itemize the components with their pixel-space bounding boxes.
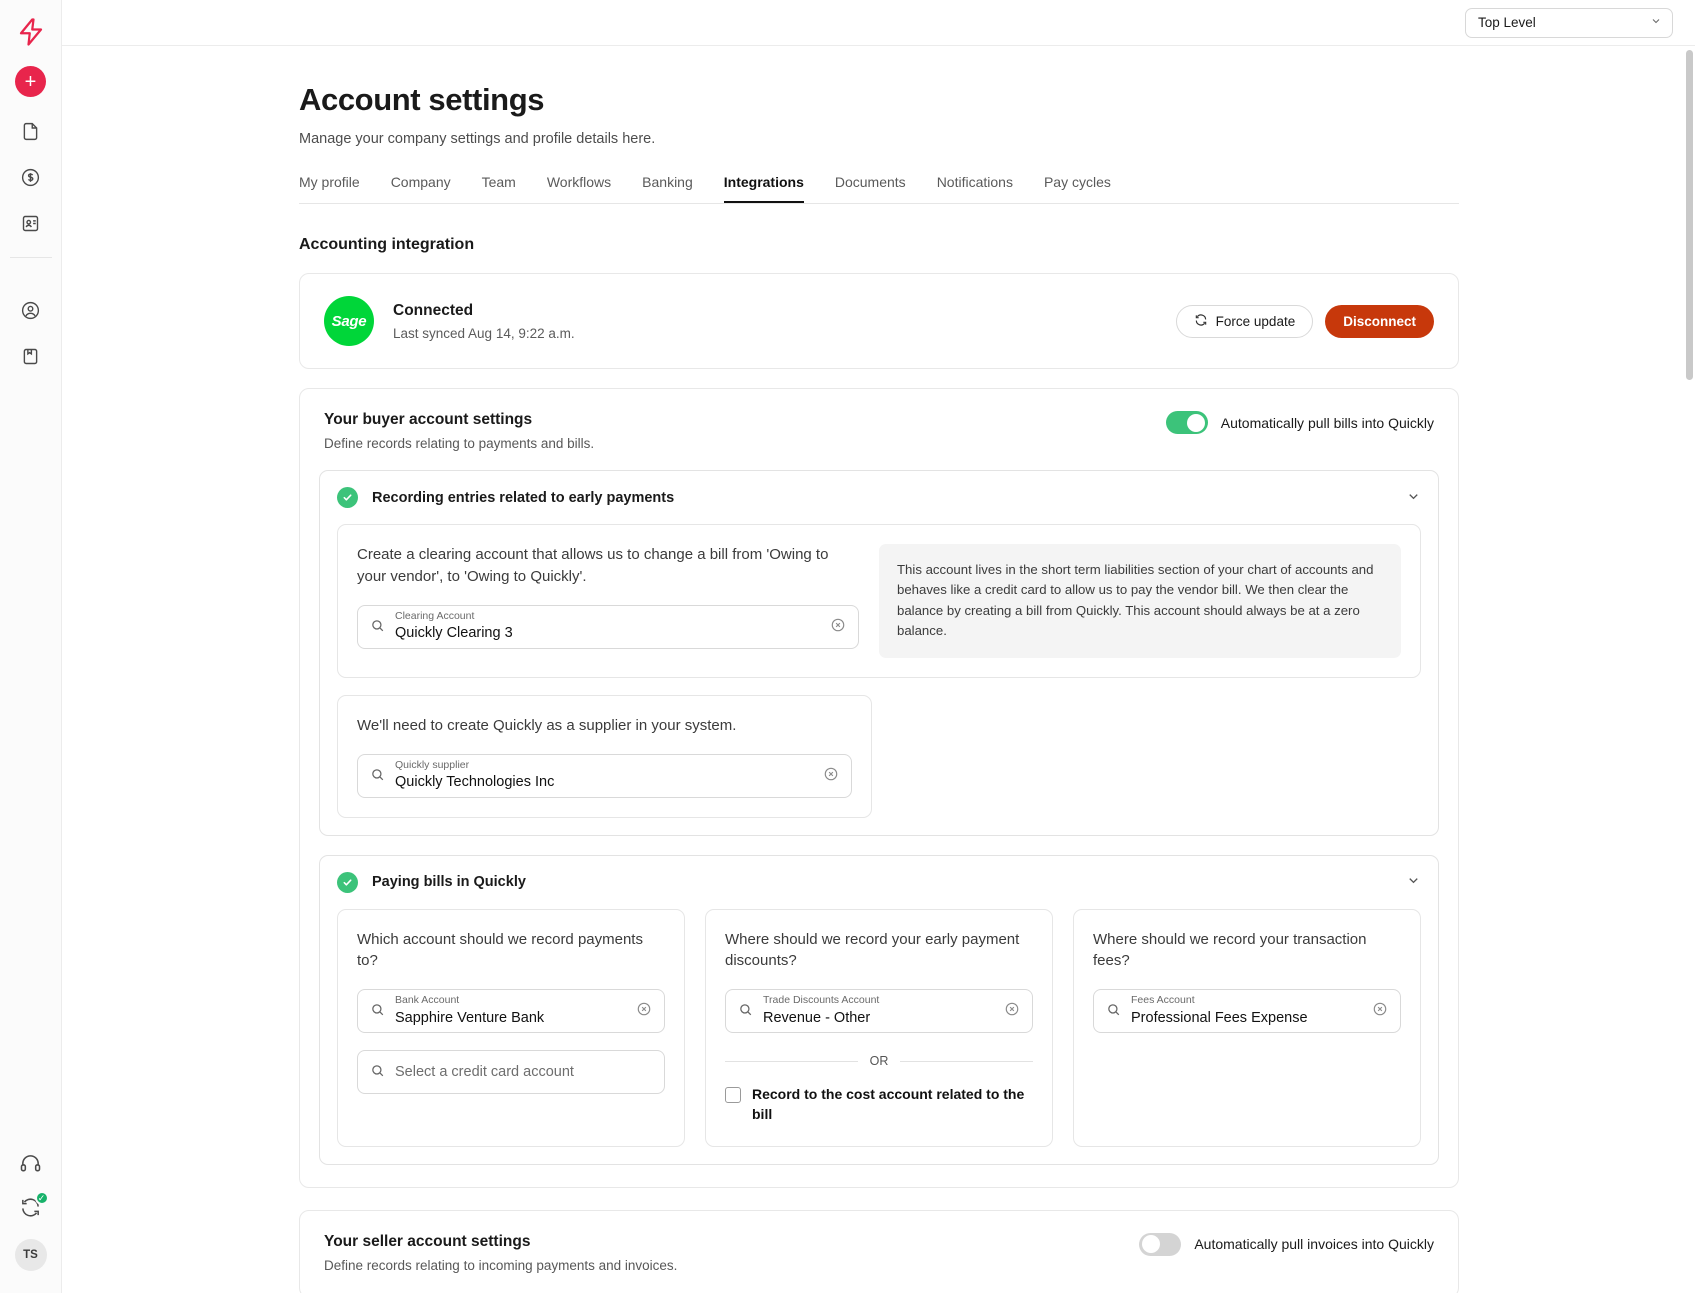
sage-logo-icon: Sage bbox=[324, 296, 374, 346]
clearing-account-note: This account lives in the short term liabilities section of your chart of accounts and behaves like a credit card to allow us to pay the vendor bill. We then clear the balance by creating a bill from Quickly. This account should always be at a zero balance. bbox=[879, 544, 1401, 658]
search-icon bbox=[370, 767, 385, 785]
top-bar bbox=[62, 0, 1695, 46]
inbox-icon[interactable] bbox=[19, 344, 43, 368]
toggle-auto-pull-invoices[interactable] bbox=[1139, 1233, 1181, 1256]
main-content bbox=[62, 46, 1695, 1293]
tab-company[interactable]: Company bbox=[390, 174, 451, 190]
rail-bottom-group bbox=[15, 1151, 47, 1293]
seller-settings-title: Your seller account settings bbox=[324, 1232, 531, 1250]
fees-prompt: Where should we record your transaction fees? bbox=[1093, 930, 1367, 970]
quickly-supplier-field[interactable] bbox=[357, 754, 852, 798]
toggle-knob bbox=[1187, 414, 1205, 432]
app-logo-icon[interactable] bbox=[13, 14, 49, 50]
create-new-button[interactable] bbox=[15, 66, 46, 97]
clear-icon[interactable] bbox=[636, 1001, 652, 1021]
chevron-down-icon[interactable] bbox=[1406, 873, 1421, 891]
toggle-auto-pull-invoices-label: Automatically pull invoices into Quickly bbox=[1194, 1236, 1434, 1253]
paying-bills-section bbox=[319, 855, 1439, 1165]
page-subtitle: Manage your company settings and profile details here. bbox=[299, 131, 656, 147]
record-to-cost-account-label: Record to the cost account related to the bill bbox=[752, 1086, 1025, 1122]
page-title: Account settings bbox=[299, 82, 545, 117]
tab-my-profile[interactable]: My profile bbox=[299, 174, 360, 190]
force-update-label: Force update bbox=[1215, 313, 1296, 329]
fees-account-value: Professional Fees Expense bbox=[1131, 1009, 1308, 1026]
fees-account-label: Fees Account bbox=[1131, 994, 1195, 1007]
avatar[interactable]: TS bbox=[15, 1239, 47, 1271]
connection-card bbox=[299, 273, 1459, 369]
tab-banking[interactable]: Banking bbox=[642, 174, 693, 190]
or-label: OR bbox=[869, 1054, 889, 1069]
record-to-cost-account-row[interactable] bbox=[725, 1085, 1033, 1124]
trade-discounts-account-label: Trade Discounts Account bbox=[763, 994, 880, 1007]
section-title-accounting-integration: Accounting integration bbox=[299, 236, 475, 253]
early-payments-header[interactable] bbox=[320, 471, 1438, 524]
sync-status-badge: ✓ bbox=[35, 1191, 49, 1205]
headset-icon[interactable] bbox=[19, 1151, 43, 1175]
rail-icon-group-secondary bbox=[19, 298, 43, 368]
tab-documents[interactable]: Documents bbox=[834, 174, 906, 190]
clearing-account-field[interactable] bbox=[357, 605, 859, 649]
buyer-account-settings-card bbox=[299, 388, 1459, 1188]
contact-card-icon[interactable] bbox=[19, 211, 43, 235]
clearing-account-box bbox=[337, 524, 1421, 678]
clock-dollar-icon[interactable] bbox=[19, 165, 43, 189]
supplier-prompt: We'll need to create Quickly as a supplier in your system. bbox=[357, 716, 737, 734]
payments-account-column bbox=[337, 909, 685, 1147]
record-to-cost-account-checkbox[interactable] bbox=[725, 1087, 741, 1103]
search-icon bbox=[370, 1063, 385, 1081]
search-icon bbox=[370, 1002, 385, 1020]
check-circle-icon bbox=[337, 487, 358, 508]
seller-settings-subtitle: Define records relating to incoming payments and invoices. bbox=[324, 1257, 678, 1273]
tab-pay-cycles[interactable]: Pay cycles bbox=[1043, 174, 1111, 190]
seller-account-settings-card bbox=[299, 1210, 1459, 1293]
bank-account-field[interactable] bbox=[357, 989, 665, 1033]
refresh-icon bbox=[1194, 313, 1208, 330]
quickly-supplier-box bbox=[337, 695, 872, 818]
force-update-button[interactable] bbox=[1176, 305, 1314, 338]
quickly-supplier-value: Quickly Technologies Inc bbox=[395, 774, 555, 791]
clear-icon[interactable] bbox=[823, 766, 839, 786]
search-icon bbox=[370, 618, 385, 636]
top-level-select[interactable] bbox=[1465, 8, 1673, 38]
clearing-account-label: Clearing Account bbox=[395, 609, 475, 622]
bank-account-value: Sapphire Venture Bank bbox=[395, 1009, 545, 1026]
toggle-knob bbox=[1142, 1235, 1160, 1253]
left-nav-rail bbox=[0, 0, 62, 1293]
buyer-settings-subtitle: Define records relating to payments and bills. bbox=[324, 436, 595, 451]
search-icon bbox=[738, 1002, 753, 1020]
scrollbar-thumb[interactable] bbox=[1686, 50, 1693, 380]
user-circle-icon[interactable] bbox=[19, 298, 43, 322]
disconnect-button[interactable]: Disconnect bbox=[1325, 305, 1434, 338]
trade-discounts-account-field[interactable] bbox=[725, 989, 1033, 1033]
check-circle-icon bbox=[337, 872, 358, 893]
document-icon[interactable] bbox=[19, 119, 43, 143]
or-divider bbox=[725, 1054, 1033, 1068]
clear-icon[interactable] bbox=[1372, 1001, 1388, 1021]
discounts-prompt: Where should we record your early payment discounts? bbox=[725, 930, 1020, 970]
credit-card-account-field[interactable] bbox=[357, 1050, 665, 1094]
early-payments-section bbox=[319, 470, 1439, 836]
credit-card-account-placeholder: Select a credit card account bbox=[395, 1064, 574, 1081]
top-level-select-value: Top Level bbox=[1478, 15, 1536, 30]
rail-icon-group-primary bbox=[19, 119, 43, 235]
bank-account-label: Bank Account bbox=[395, 994, 460, 1007]
or-divider-line-left bbox=[725, 1061, 858, 1062]
toggle-auto-pull-bills[interactable] bbox=[1166, 411, 1208, 434]
sync-icon[interactable] bbox=[19, 1192, 46, 1219]
tab-integrations[interactable]: Integrations bbox=[724, 174, 804, 203]
early-payments-title: Recording entries related to early payments bbox=[372, 489, 675, 506]
tab-team[interactable]: Team bbox=[481, 174, 516, 190]
chevron-down-icon bbox=[1650, 15, 1662, 30]
toggle-auto-pull-bills-label: Automatically pull bills into Quickly bbox=[1220, 414, 1434, 431]
clearing-account-value: Quickly Clearing 3 bbox=[395, 625, 513, 642]
or-divider-line-right bbox=[900, 1061, 1033, 1062]
buyer-settings-title: Your buyer account settings bbox=[324, 411, 533, 428]
payments-account-prompt: Which account should we record payments to? bbox=[357, 930, 643, 970]
settings-tabs bbox=[299, 174, 1459, 204]
clearing-account-prompt: Create a clearing account that allows us to change a bill from 'Owing to your vendor', to 'Owing to Quickly'. bbox=[357, 546, 829, 585]
search-icon bbox=[1106, 1002, 1121, 1020]
trade-discounts-account-value: Revenue - Other bbox=[763, 1009, 871, 1026]
paying-bills-title: Paying bills in Quickly bbox=[372, 874, 526, 891]
quickly-supplier-label: Quickly supplier bbox=[395, 758, 470, 771]
transaction-fees-column bbox=[1073, 909, 1421, 1147]
connection-last-synced: Last synced Aug 14, 9:22 a.m. bbox=[393, 325, 575, 341]
fees-account-field[interactable] bbox=[1093, 989, 1401, 1033]
clear-icon[interactable] bbox=[830, 617, 846, 637]
early-payment-discounts-column bbox=[705, 909, 1053, 1147]
paying-bills-header[interactable] bbox=[320, 856, 1438, 909]
tab-workflows[interactable]: Workflows bbox=[546, 174, 612, 190]
chevron-down-icon[interactable] bbox=[1406, 489, 1421, 507]
rail-divider bbox=[10, 257, 52, 258]
tab-notifications[interactable]: Notifications bbox=[936, 174, 1013, 190]
add-plus-icon: + bbox=[24, 70, 37, 93]
connection-status: Connected bbox=[393, 301, 474, 319]
clear-icon[interactable] bbox=[1004, 1001, 1020, 1021]
